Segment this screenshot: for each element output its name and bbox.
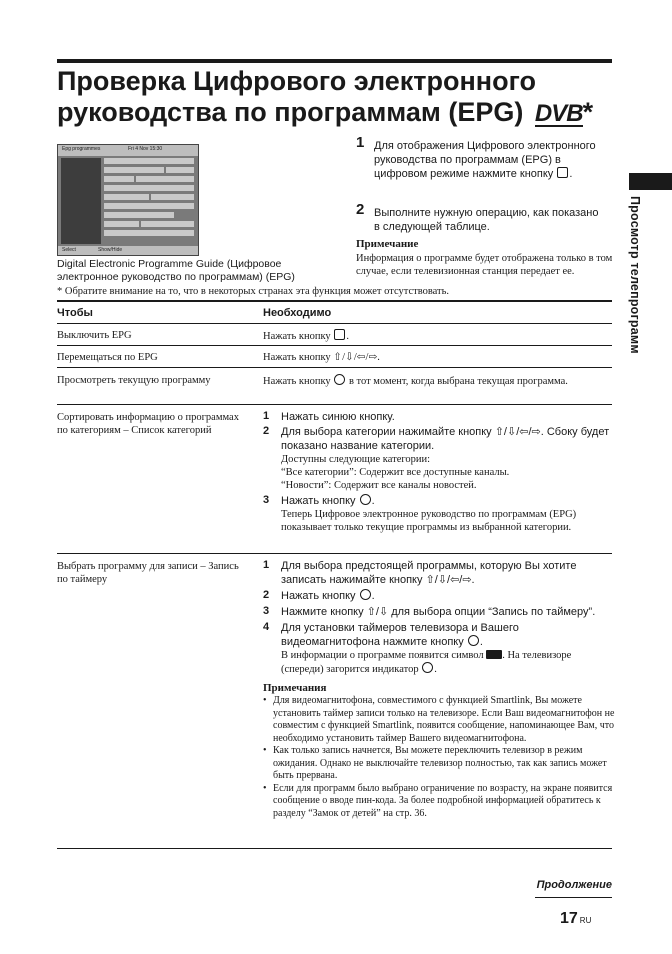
timer-result: В информации о программе появится символ . На телевизоре (спереди) загорится индикатор . — [281, 650, 572, 675]
category-result: Теперь Цифровое электронное руководство по программам (EPG) показывает только текущие программы из выбранной категории. — [281, 509, 577, 533]
row-divider — [57, 367, 612, 368]
record-symbol-icon — [486, 650, 502, 659]
table-bottom-rule — [57, 848, 612, 849]
page-number: 17 RU — [560, 910, 592, 927]
list-item: 4 Для установки таймеров телевизора и Вашего видеомагнитофона нажмите кнопку . — [263, 621, 519, 648]
table-top-rule — [57, 300, 612, 302]
row-3-action: Просмотреть текущую программу — [57, 375, 211, 386]
step-1-text: Для отображения Цифрового электронного руководства по программам (EPG) в цифровом режиме нажмите кнопку . — [374, 140, 596, 180]
ok-button-icon — [360, 494, 371, 505]
row-5-method — [263, 559, 615, 820]
dvb-logo: DVB — [534, 100, 583, 127]
continued-rule — [535, 897, 612, 898]
list-item: 1 Для выбора предстоящей программы, которую Вы хотите записать нажимайте кнопку ⇧/⇩/⇦/⇨. — [263, 559, 577, 586]
notes-list — [263, 695, 615, 820]
list-item: 2 Нажать кнопку . — [263, 589, 375, 602]
row-4-action: Сортировать информацию о программах по категориям – Список категорий — [57, 412, 239, 436]
list-item: 3 Нажать кнопку . — [263, 494, 375, 507]
row-4-method — [263, 410, 615, 534]
step-2-number: 2 — [356, 201, 365, 218]
continued-label: Продолжение — [536, 879, 612, 891]
notes-title: Примечания — [263, 682, 327, 694]
list-item: • Если для программ было выбрано ограничение по возрасту, на экране появится сообщение о вводе пин-кода. За более подробной информацией обратитесь к разделу “Замок от детей” на стр. 36. — [263, 783, 615, 821]
list-item: 1 Нажать синюю кнопку. — [263, 410, 395, 423]
ok-button-icon — [360, 589, 371, 600]
list-item: • Для видеомагнитофона, совместимого с функцией Smartlink, Вы можете установить таймер записи только на телевизоре. Если Ваш видеомагнитофон не совместим с функцией Smartlink, появится сообщение, напоминающее Вам, что необходимо установить таймер Вашего видеомагнитофона. — [263, 695, 615, 745]
top-rule — [57, 59, 612, 63]
row-1-action: Выключить EPG — [57, 330, 132, 341]
category-all: “Все категории”: Содержит все доступные каналы. — [281, 467, 510, 478]
list-item: 3 Нажмите кнопку ⇧/⇩ для выбора опции “Запись по таймеру”. — [263, 605, 596, 618]
section-side-label: Просмотр телепрограмм — [628, 196, 642, 354]
guide-button-icon — [557, 167, 568, 178]
row-divider — [57, 404, 612, 405]
table-header-right: Необходимо — [263, 307, 332, 319]
step-1-number: 1 — [356, 134, 365, 151]
note-title: Примечание — [356, 238, 419, 250]
category-news: “Новости”: Содержит все каналы новостей. — [281, 480, 477, 491]
row-divider — [57, 345, 612, 346]
table-header-rule — [57, 323, 612, 324]
ok-button-icon — [334, 374, 345, 385]
row-2-action: Перемещаться по EPG — [57, 352, 158, 363]
category-intro: Доступны следующие категории: — [281, 454, 431, 465]
note-text: Информация о программе будет отображена только в том случае, если телевизионная станция передает ее. — [356, 253, 613, 277]
page-title: Проверка Цифрового электронного руководства по программам (EPG) DVB* — [57, 66, 594, 127]
table-header-left: Чтобы — [57, 307, 93, 319]
row-2-method: Нажать кнопку ⇧/⇩/⇦/⇨. — [263, 352, 380, 363]
list-item: 2 Для выбора категории нажимайте кнопку ⇧/⇩/⇦/⇨. Сбоку будет показано название категории. — [263, 425, 610, 452]
row-3-method: Нажать кнопку в тот момент, когда выбрана текущая программа. — [263, 376, 568, 387]
epg-screenshot: Epg programmes Fri 4 Nov 15:30 Select Show/Hide — [57, 144, 199, 256]
list-item: • Как только запись начнется, Вы можете переключить телевизор в режим ожидания. Однако не выключайте телевизор полностью, так как запись может быть прервана. — [263, 745, 615, 783]
footnote: * Обратите внимание на то, что в некоторых странах эта функция может отсутствовать. — [57, 286, 450, 297]
screenshot-caption: Digital Electronic Programme Guide (Цифровое электронное руководство по программам) (EPG) — [57, 258, 295, 283]
row-divider — [57, 553, 612, 554]
row-1-method: Нажать кнопку . — [263, 331, 349, 342]
timer-indicator-icon — [422, 662, 433, 673]
row-5-action: Выбрать программу для записи – Запись по таймеру — [57, 561, 239, 585]
step-2-text: Выполните нужную операцию, как показано в следующей таблице. — [374, 207, 599, 233]
ok-button-icon — [468, 635, 479, 646]
guide-button-icon — [334, 329, 345, 340]
section-tab-marker — [629, 173, 672, 190]
